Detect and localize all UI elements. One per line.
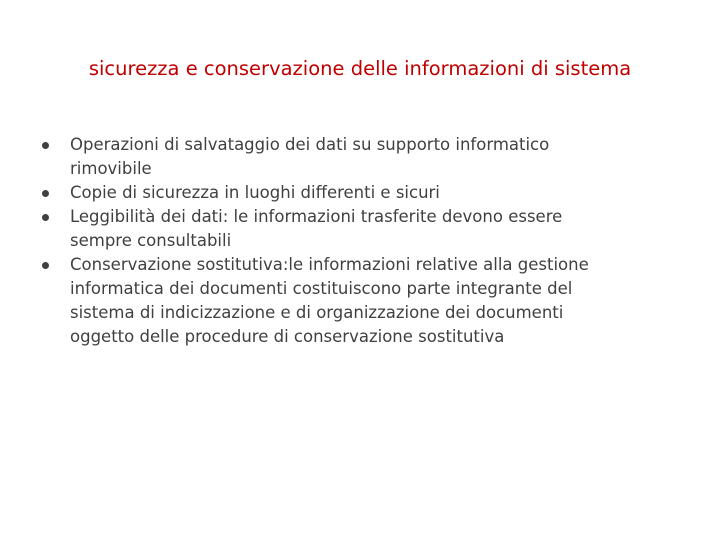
bullet-line: Conservazione sostitutiva:le informazioni relative alla gestione <box>70 255 589 274</box>
bullet-item-substitutive-conservation <box>42 253 692 349</box>
bullet-line: sempre consultabili <box>70 231 232 250</box>
bullet-icon <box>42 190 49 197</box>
bullet-item-copies <box>42 181 692 205</box>
bullet-icon <box>42 214 49 221</box>
slide-title: sicurezza e conservazione delle informazioni di sistema <box>88 57 632 80</box>
bullet-line: oggetto delle procedure di conservazione sostitutiva <box>70 327 505 346</box>
bullet-item-readability <box>42 205 692 253</box>
bullet-item-backup <box>42 133 692 181</box>
bullet-line: sistema di indicizzazione e di organizzazione dei documenti <box>70 303 564 322</box>
bullet-line: informatica dei documenti costituiscono parte integrante del <box>70 279 573 298</box>
bullet-icon <box>42 142 49 149</box>
bullet-line: Operazioni di salvataggio dei dati su supporto informatico <box>70 135 550 154</box>
bullet-icon <box>42 262 49 269</box>
bullet-line: Leggibilità dei dati: le informazioni trasferite devono essere <box>70 207 563 226</box>
bullet-list <box>42 133 692 349</box>
bullet-line: Copie di sicurezza in luoghi differenti e sicuri <box>70 183 440 202</box>
bullet-line: rimovibile <box>70 159 152 178</box>
